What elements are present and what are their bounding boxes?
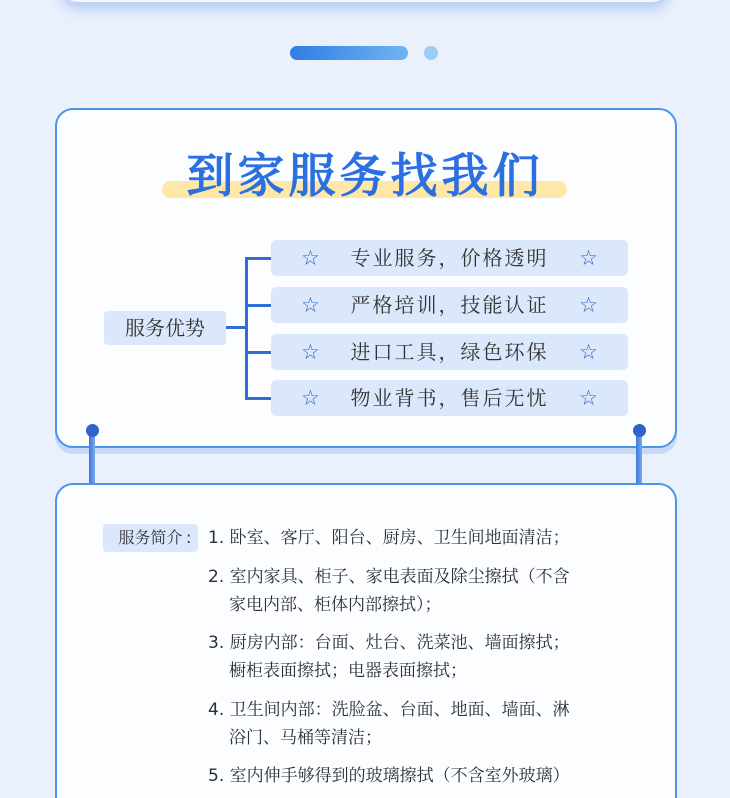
connector-pin [633, 424, 646, 437]
star-icon: ☆ [579, 246, 598, 270]
advantage-text: 严格培训，技能认证 [350, 293, 549, 317]
advantage-text: 进口工具，绿色环保 [350, 340, 549, 364]
advantage-text: 专业服务，价格透明 [350, 246, 549, 270]
previous-card-edge [60, 0, 670, 2]
service-line: 3. 厨房内部：台面、灶台、洗菜池、墙面擦拭； [208, 633, 570, 653]
pager-dot[interactable] [424, 46, 438, 60]
advantage-text: 物业背书，售后无忧 [350, 386, 549, 410]
service-line: 家电内部、柜体内部擦拭）； [229, 595, 442, 615]
connector-pin [86, 424, 99, 437]
bracket-branch [245, 257, 271, 260]
service-line: 1. 卧室、客厅、阳台、厨房、卫生间地面清洁； [208, 528, 570, 548]
star-icon: ☆ [301, 386, 320, 410]
service-line: 2. 室内家具、柜子、家电表面及除尘擦拭（不含 [208, 567, 570, 587]
service-line: 5. 室内伸手够得到的玻璃擦拭（不含室外玻璃） [208, 766, 570, 786]
service-line: 4. 卫生间内部：洗脸盆、台面、地面、墙面、淋 [208, 700, 570, 720]
bracket-branch [245, 304, 271, 307]
service-line: 橱柜表面擦拭；电器表面擦拭； [229, 661, 467, 681]
star-icon: ☆ [579, 340, 598, 364]
advantage-item [271, 287, 628, 323]
service-line: 浴门、马桶等清洁； [229, 728, 382, 748]
star-icon: ☆ [301, 246, 320, 270]
star-icon: ☆ [579, 293, 598, 317]
bracket-spine [245, 257, 248, 400]
advantages-label: 服务优势 [104, 311, 226, 345]
advantage-item [271, 380, 628, 416]
pager-active-indicator[interactable] [290, 46, 408, 60]
advantage-item [271, 240, 628, 276]
intro-colon: : [186, 528, 192, 547]
page-title: 到家服务找我们 [186, 149, 544, 204]
star-icon: ☆ [301, 340, 320, 364]
bracket-branch [245, 351, 271, 354]
advantage-item [271, 334, 628, 370]
intro-label: 服务简介 [103, 524, 198, 552]
star-icon: ☆ [301, 293, 320, 317]
bracket-branch [245, 397, 271, 400]
star-icon: ☆ [579, 386, 598, 410]
